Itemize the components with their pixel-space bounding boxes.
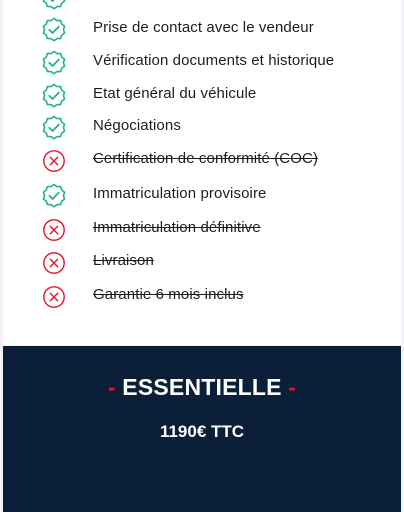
check-badge-icon [41, 50, 67, 76]
x-circle-icon [41, 217, 67, 243]
plan-name: ESSENTIELLE [122, 374, 282, 400]
feature-item [3, 80, 401, 110]
plan-header [3, 346, 401, 512]
feature-label: Immatriculation définitive [93, 219, 261, 236]
feature-item [3, 14, 401, 44]
check-badge-icon [41, 183, 67, 209]
feature-item [3, 112, 401, 142]
plan-title [3, 374, 401, 401]
x-circle-icon [41, 250, 67, 276]
x-circle-icon [41, 284, 67, 310]
x-circle-icon [41, 148, 67, 174]
feature-item [3, 281, 401, 311]
plan-title-dash-left: - [107, 374, 116, 400]
feature-item [3, 180, 401, 210]
check-badge-icon [41, 83, 67, 109]
feature-item [3, 247, 401, 277]
plan-title-dash-right: - [288, 374, 297, 400]
feature-item [3, 214, 401, 244]
feature-label: Livraison [93, 252, 154, 269]
feature-list [3, 0, 401, 345]
features-card [3, 0, 401, 345]
check-badge-icon [41, 115, 67, 141]
feature-label: Vérification documents et historique [93, 52, 335, 69]
feature-label: Négociations [93, 117, 181, 134]
plan-price: 1190€ TTC [159, 422, 245, 441]
feature-label: Immatriculation provisoire [93, 185, 267, 202]
feature-label: Prise de contact avec le vendeur [93, 19, 314, 36]
feature-label: Certification de conformité (COC) [93, 150, 319, 167]
check-badge-icon [41, 17, 67, 43]
feature-label: Etat général du véhicule [93, 85, 257, 102]
feature-item [3, 145, 401, 175]
feature-label: Garantie 6 mois inclus [93, 286, 244, 303]
feature-item [3, 47, 401, 77]
